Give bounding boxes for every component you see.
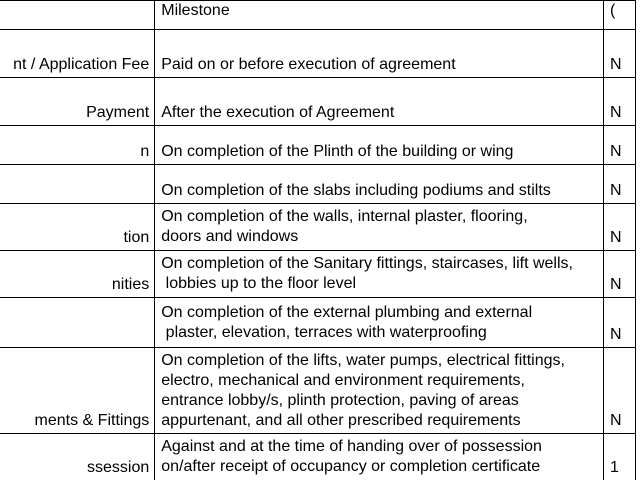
table-row: [0, 298, 636, 348]
milestone-line: Paid on or before execution of agreement: [161, 56, 456, 73]
milestone-line: doors and windows: [161, 228, 299, 245]
milestone-cell: [155, 251, 604, 298]
amount-cell: N: [604, 204, 636, 251]
milestone-cell: [155, 204, 604, 251]
milestone-cell: [155, 126, 604, 165]
stage-cell: nt / Application Fee: [0, 30, 155, 78]
milestone-line: On completion of the slabs including podiums and stilts: [161, 182, 551, 199]
table-row: [0, 30, 636, 78]
milestone-cell: [155, 298, 604, 348]
milestone-line: Against and at the time of handing over of possession: [161, 438, 542, 455]
milestone-line: electro, mechanical and environment requirements,: [161, 371, 525, 389]
milestone-line: on/after receipt of occupancy or completion certificate: [161, 458, 541, 475]
stage-cell: tion: [0, 204, 155, 251]
milestone-line: On completion of the Plinth of the building or wing: [161, 143, 514, 160]
milestone-line: After the execution of Agreement: [161, 104, 395, 121]
stage-cell: nities: [0, 251, 155, 298]
amount-cell: N: [604, 30, 636, 78]
milestone-line: On completion of the Sanitary fittings, staircases, lift wells,: [161, 255, 573, 272]
amount-cell: N: [604, 298, 636, 348]
table-row: [0, 204, 636, 251]
milestone-line: plaster, elevation, terraces with waterproofing: [161, 323, 487, 341]
stage-cell: n: [0, 126, 155, 165]
amount-cell: N: [604, 126, 636, 165]
table-row: [0, 348, 636, 434]
milestone-line: appurtenant, and all other prescribed requirements: [161, 411, 521, 429]
milestone-line: On completion of the walls, internal plaster, flooring,: [161, 208, 528, 225]
table-row: [0, 126, 636, 165]
header-milestone: Milestone: [155, 1, 604, 30]
stage-cell: [0, 298, 155, 348]
table-row: [0, 165, 636, 204]
amount-cell: N: [604, 348, 636, 434]
table-row: [0, 251, 636, 298]
milestone-line: On completion of the lifts, water pumps, electrical fittings,: [161, 351, 565, 369]
milestone-line: entrance lobby/s, plinth protection, paving of areas: [161, 391, 519, 409]
header-row: [0, 1, 636, 30]
milestone-cell: [155, 434, 604, 480]
milestone-cell: [155, 30, 604, 78]
amount-cell: 1: [604, 434, 636, 480]
milestone-line: lobbies up to the floor level: [161, 275, 357, 292]
amount-cell: N: [604, 165, 636, 204]
header-amount: (: [604, 1, 636, 30]
header-stage: [0, 1, 155, 30]
stage-cell: ments & Fittings: [0, 348, 155, 434]
milestone-cell: [155, 165, 604, 204]
table-row: [0, 434, 636, 480]
milestone-cell: [155, 348, 604, 434]
stage-cell: [0, 165, 155, 204]
stage-cell: ssession: [0, 434, 155, 480]
table-row: [0, 78, 636, 126]
stage-cell: Payment: [0, 78, 155, 126]
amount-cell: N: [604, 251, 636, 298]
amount-cell: N: [604, 78, 636, 126]
milestone-line: On completion of the external plumbing and external: [161, 303, 533, 321]
milestone-cell: [155, 78, 604, 126]
